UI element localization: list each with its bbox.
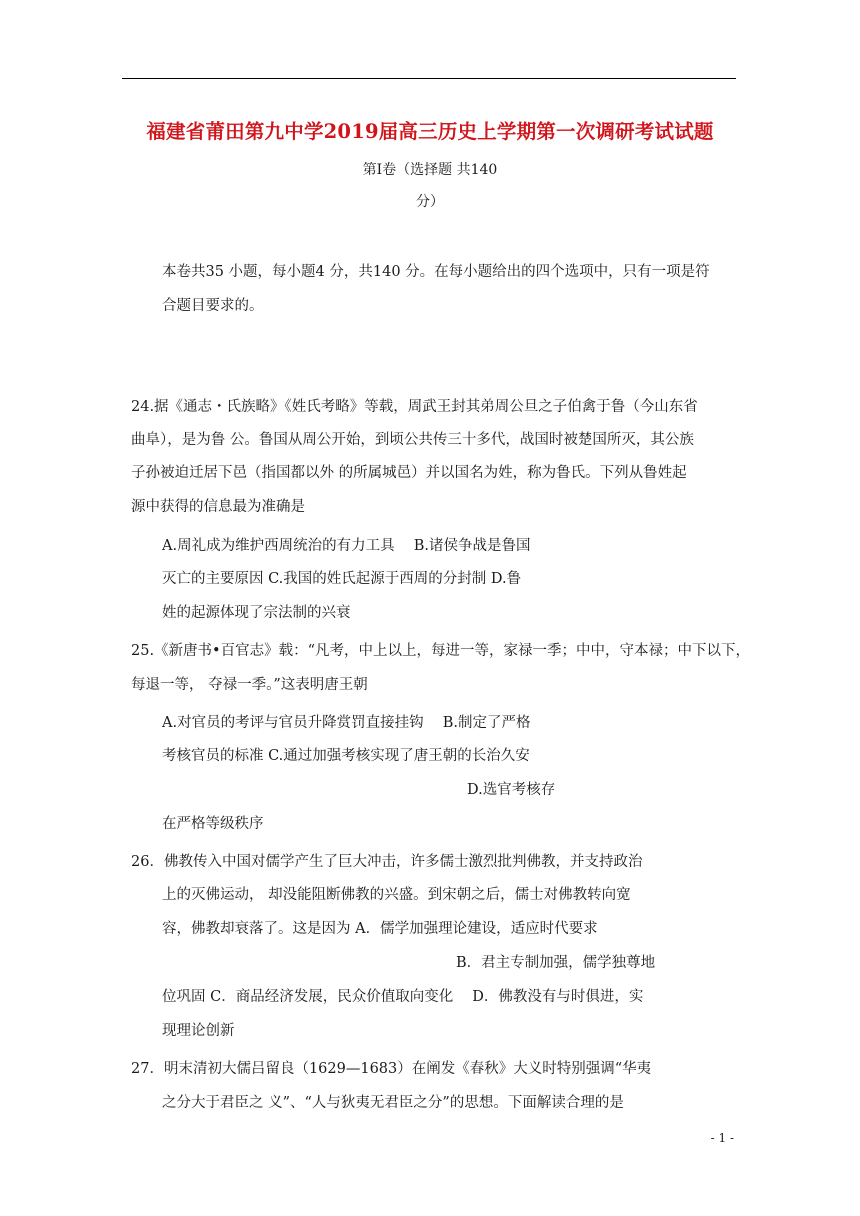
section-heading-line1: 第Ⅰ卷（选择题 共140 bbox=[362, 162, 498, 178]
section-heading-line2: 分） bbox=[416, 194, 444, 210]
question-26-option-line: B．君主专制加强，儒学独尊地 bbox=[456, 955, 656, 971]
question-25-option-line: A.对官员的考评与官员升降赏罚直接挂钩 B.制定了严格 bbox=[162, 715, 531, 731]
question-25-option-line: 考核官员的标准 C.通过加强考核实现了唐王朝的长治久安 bbox=[162, 748, 530, 764]
instruction-line: 合题目要求的。 bbox=[162, 298, 264, 314]
question-24-option-line: 姓的起源体现了宗法制的兴衰 bbox=[162, 605, 351, 621]
question-26-line: 容，佛教却衰落了。这是因为 A．儒学加强理论建设，适应时代要求 bbox=[162, 921, 598, 937]
question-26-option-line: 位巩固 C．商品经济发展，民众价值取向变化 D．佛教没有与时俱进，实 bbox=[162, 989, 644, 1005]
question-24-option-line: 灭亡的主要原因 C.我国的姓氏起源于西周的分封制 D.鲁 bbox=[162, 571, 522, 587]
question-26-option-line: 现理论创新 bbox=[162, 1023, 235, 1039]
question-24-line: 源中获得的信息最为准确是 bbox=[131, 499, 305, 515]
question-25-option-line: 在严格等级秩序 bbox=[162, 816, 264, 832]
instruction-line: 本卷共35 小题，每小题4 分，共140 分。在每小题给出的四个选项中，只有一项是符 bbox=[162, 264, 710, 280]
question-27-line: 27．明末清初大儒吕留良（1629—1683）在阐发《春秋》大义时特别强调“华夷 bbox=[131, 1061, 652, 1077]
question-26-line: 上的灭佛运动， 却没能阻断佛教的兴盛。到宋朝之后，儒士对佛教转向宽 bbox=[162, 887, 631, 903]
page-number: - 1 - bbox=[710, 1131, 734, 1145]
header-rule bbox=[122, 78, 736, 79]
document-title: 福建省莆田第九中学2019届高三历史上学期第一次调研考试试题 bbox=[146, 120, 714, 143]
question-26-line: 26．佛教传入中国对儒学产生了巨大冲击，许多儒士激烈批判佛教，并支持政治 bbox=[131, 854, 643, 870]
question-24-line: 24.据《通志・氏族略》《姓氏考略》等载，周武王封其弟周公旦之子伯禽于鲁（今山东省 bbox=[131, 399, 698, 415]
question-24-option-line: A.周礼成为维护西周统治的有力工具 B.诸侯争战是鲁国 bbox=[162, 538, 531, 554]
question-25-line: 每退一等， 夺禄一季。”这表明唐王朝 bbox=[131, 677, 368, 693]
question-24-line: 曲阜），是为鲁 公。鲁国从周公开始，到顷公共传三十多代，战国时被楚国所灭，其公族 bbox=[131, 432, 694, 448]
question-25-line: 25.《新唐书•百官志》载：“凡考，中上以上，每进一等，家禄一季；中中，守本禄；中下以下， bbox=[131, 643, 751, 659]
question-24-line: 子孙被迫迁居下邑（指国都以外 的所属城邑）并以国名为姓，称为鲁氏。下列从鲁姓起 bbox=[131, 465, 687, 481]
question-25-option-line: D.选官考核存 bbox=[467, 782, 556, 798]
question-27-line: 之分大于君臣之 义”、“人与狄夷无君臣之分”的思想。下面解读合理的是 bbox=[162, 1095, 624, 1111]
